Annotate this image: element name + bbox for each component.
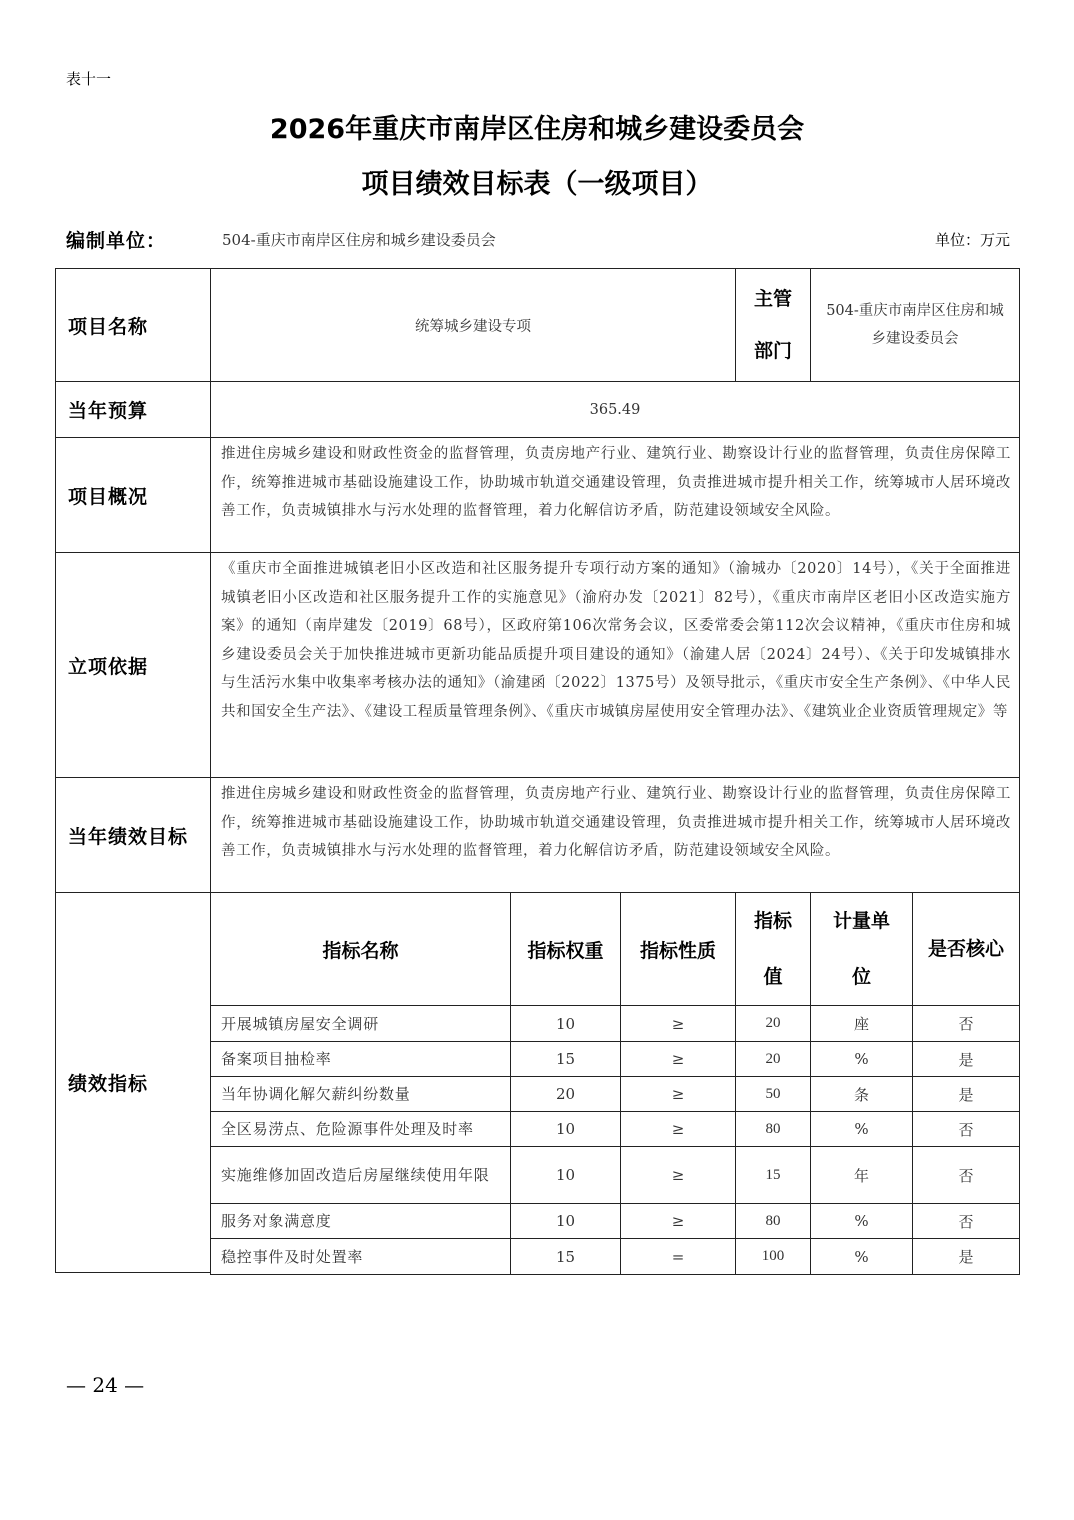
col-header-weight: 指标权重 [510, 892, 621, 1006]
indicator-name: 备案项目抽检率 [210, 1041, 511, 1077]
indicator-value: 80 [735, 1203, 811, 1239]
indicator-unit: 条 [810, 1076, 913, 1112]
project-name-value: 统筹城乡建设专项 [210, 268, 736, 382]
budget-value: 365.49 [210, 381, 1020, 438]
dept-label-line2: 部门 [753, 340, 792, 362]
indicator-weight: 15 [510, 1238, 621, 1275]
indicator-value: 80 [735, 1111, 811, 1147]
indicator-name: 实施维修加固改造后房屋继续使用年限 [210, 1146, 511, 1204]
basis-label: 立项依据 [55, 552, 211, 778]
indicator-core: 是 [912, 1238, 1020, 1275]
overview-label: 项目概况 [55, 437, 211, 553]
goal-value: 推进住房城乡建设和财政性资金的监督管理，负责房地产行业、建筑行业、勘察设计行业的监督管理，负责住房保障工作，统筹推进城市基础设施建设工作，协助城市轨道交通建设管理，负责推进城市提升相关工作，统筹城市人居环境改善工作，负责城镇排水与污水处理的监督管理，着力化解信访矛盾，防范建设领域安全风险。 [210, 777, 1020, 893]
indicators-label: 绩效指标 [55, 892, 211, 1273]
indicator-core: 否 [912, 1111, 1020, 1147]
org-value: 504-重庆市南岸区住房和城乡建设委员会 [222, 231, 496, 249]
indicator-nature: ≥ [620, 1111, 736, 1147]
indicator-value: 20 [735, 1005, 811, 1042]
indicator-unit: % [810, 1238, 913, 1275]
col-header-value: 指标值 [735, 892, 811, 1006]
indicator-nature: ≥ [620, 1005, 736, 1042]
indicator-name: 稳控事件及时处置率 [210, 1238, 511, 1275]
indicator-weight: 15 [510, 1041, 621, 1077]
page-subtitle: 项目绩效目标表（一级项目） [361, 169, 713, 200]
indicator-nature: ≥ [620, 1076, 736, 1112]
col-header-core: 是否核心 [912, 892, 1020, 1006]
col-header-unit: 计量单位 [810, 892, 913, 1006]
page-number: — 24 — [66, 1373, 145, 1397]
indicator-core: 否 [912, 1005, 1020, 1042]
indicator-unit: 年 [810, 1146, 913, 1204]
indicator-value: 20 [735, 1041, 811, 1077]
indicator-core: 是 [912, 1041, 1020, 1077]
indicator-unit: % [810, 1111, 913, 1147]
overview-value: 推进住房城乡建设和财政性资金的监督管理，负责房地产行业、建筑行业、勘察设计行业的监督管理，负责住房保障工作，统筹推进城市基础设施建设工作，协助城市轨道交通建设管理，负责推进城市提升相关工作，统筹城市人居环境改善工作，负责城镇排水与污水处理的监督管理，着力化解信访矛盾，防范建设领域安全风险。 [210, 437, 1020, 553]
unit-label: 单位：万元 [934, 231, 1010, 249]
indicator-value: 100 [735, 1238, 811, 1275]
indicator-name: 当年协调化解欠薪纠纷数量 [210, 1076, 511, 1112]
table-number: 表十一 [66, 70, 112, 88]
col-header-nature: 指标性质 [620, 892, 736, 1006]
basis-value: 《重庆市全面推进城镇老旧小区改造和社区服务提升专项行动方案的通知》（渝城办〔2020〕14号），《关于全面推进城镇老旧小区改造和社区服务提升工作的实施意见》（渝府办发〔2021〕82号），《重庆市南岸区老旧小区改造实施方案》的通知（南岸建发〔2019〕68号），区政府第106次常务会议，区委常委会第112次会议精神，《重庆市住房和城乡建设委员会关于加快推进城市更新功能品质提升项目建设的通知》（渝建人居〔2024〕24号）、《关于印发城镇排水与生活污水集中收集率考核办法的通知》（渝建函〔2022〕1375号）及领导批示，《重庆市安全生产条例》、《中华人民共和国安全生产法》、《建设工程质量管理条例》、《重庆市城镇房屋使用安全管理办法》、《建筑业企业资质管理规定》等 [210, 552, 1020, 778]
org-label: 编制单位： [66, 230, 167, 252]
dept-label [735, 268, 811, 382]
indicator-unit: 座 [810, 1005, 913, 1042]
indicator-nature: ≥ [620, 1203, 736, 1239]
indicator-name: 全区易涝点、危险源事件处理及时率 [210, 1111, 511, 1147]
project-name-label: 项目名称 [55, 268, 211, 382]
indicator-value: 50 [735, 1076, 811, 1112]
indicator-unit: % [810, 1203, 913, 1239]
indicator-core: 否 [912, 1203, 1020, 1239]
budget-label: 当年预算 [55, 381, 211, 438]
indicator-name: 服务对象满意度 [210, 1203, 511, 1239]
dept-value: 504-重庆市南岸区住房和城乡建设委员会 [810, 268, 1020, 382]
indicator-nature: ≥ [620, 1146, 736, 1204]
dept-label-line1: 主管 [753, 288, 792, 310]
indicator-weight: 20 [510, 1076, 621, 1112]
indicator-unit: % [810, 1041, 913, 1077]
col-header-name: 指标名称 [210, 892, 511, 1006]
indicator-weight: 10 [510, 1111, 621, 1147]
indicator-nature: = [620, 1238, 736, 1275]
page-title: 2026年重庆市南岸区住房和城乡建设委员会 [269, 114, 805, 145]
indicator-core: 是 [912, 1076, 1020, 1112]
goal-label: 当年绩效目标 [55, 777, 211, 893]
indicator-weight: 10 [510, 1005, 621, 1042]
indicator-core: 否 [912, 1146, 1020, 1204]
indicator-name: 开展城镇房屋安全调研 [210, 1005, 511, 1042]
indicator-value: 15 [735, 1146, 811, 1204]
indicator-weight: 10 [510, 1203, 621, 1239]
indicator-weight: 10 [510, 1146, 621, 1204]
indicator-nature: ≥ [620, 1041, 736, 1077]
